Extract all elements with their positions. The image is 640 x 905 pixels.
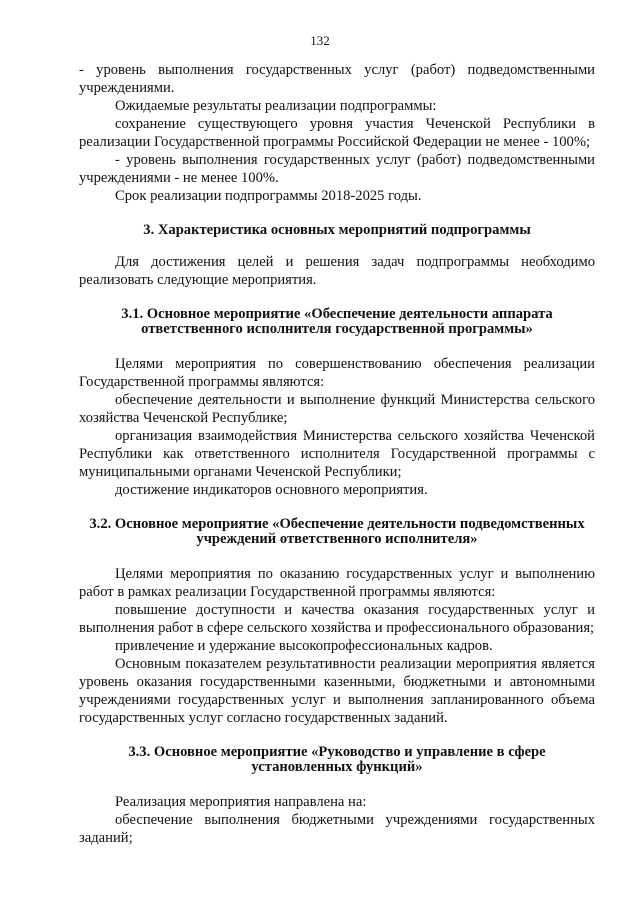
section-3-heading: 3. Характеристика основных мероприятий подпрограммы: [143, 222, 531, 238]
paragraph: Для достижения целей и решения задач подпрограммы необходимо реализовать следующие мероприятия.: [79, 254, 595, 288]
paragraph: Реализация мероприятия направлена на:: [115, 794, 367, 810]
paragraph: Целями мероприятия по совершенствованию обеспечения реализации Государственной программы являются:: [79, 356, 595, 390]
paragraph: сохранение существующего уровня участия Чеченской Республики в реализации Государственной программы Российской Федерации не менее - 100%;: [79, 116, 595, 150]
paragraph: обеспечение деятельности и выполнение функций Министерства сельского хозяйства Чеченской Республике;: [79, 392, 595, 426]
paragraph: обеспечение выполнения бюджетными учреждениями государственных заданий;: [79, 812, 595, 846]
paragraph: Срок реализации подпрограммы 2018-2025 годы.: [115, 188, 422, 204]
paragraph: - уровень выполнения государственных услуг (работ) подведомственными учреждениями.: [79, 62, 595, 96]
document-body: [79, 61, 595, 847]
paragraph: привлечение и удержание высокопрофессиональных кадров.: [115, 638, 493, 654]
paragraph: Целями мероприятия по оказанию государственных услуг и выполнению работ в рамках реализации Государственной программы являются:: [79, 566, 595, 600]
paragraph: повышение доступности и качества оказания государственных услуг и выполнения работ в сфере сельского хозяйства и профессионального образования;: [79, 602, 595, 636]
section-3-2-heading: 3.2. Основное мероприятие «Обеспечение деятельности подведомственных учреждений ответственного исполнителя»: [89, 516, 585, 547]
section-3-3-heading: 3.3. Основное мероприятие «Руководство и управление в сфере установленных функций»: [128, 744, 546, 775]
paragraph: - уровень выполнения государственных услуг (работ) подведомственными учреждениями - не менее 100%.: [79, 152, 595, 186]
paragraph: организация взаимодействия Министерства сельского хозяйства Чеченской Республики как ответственного исполнителя Государственной программы с муниципальными органами Чеченской Республики;: [79, 428, 595, 480]
paragraph: Ожидаемые результаты реализации подпрограммы:: [115, 98, 437, 114]
page-number: 132: [310, 33, 330, 48]
paragraph: достижение индикаторов основного мероприятия.: [115, 482, 428, 498]
section-3-1-heading: 3.1. Основное мероприятие «Обеспечение деятельности аппарата ответственного исполнителя государственной программы»: [121, 306, 553, 337]
paragraph: Основным показателем результативности реализации мероприятия является уровень оказания государственными казенными, бюджетными и автономными учреждениями государственных услуг и выполнения запланированного объема государственных услуг согласно государственных заданий.: [79, 656, 595, 726]
